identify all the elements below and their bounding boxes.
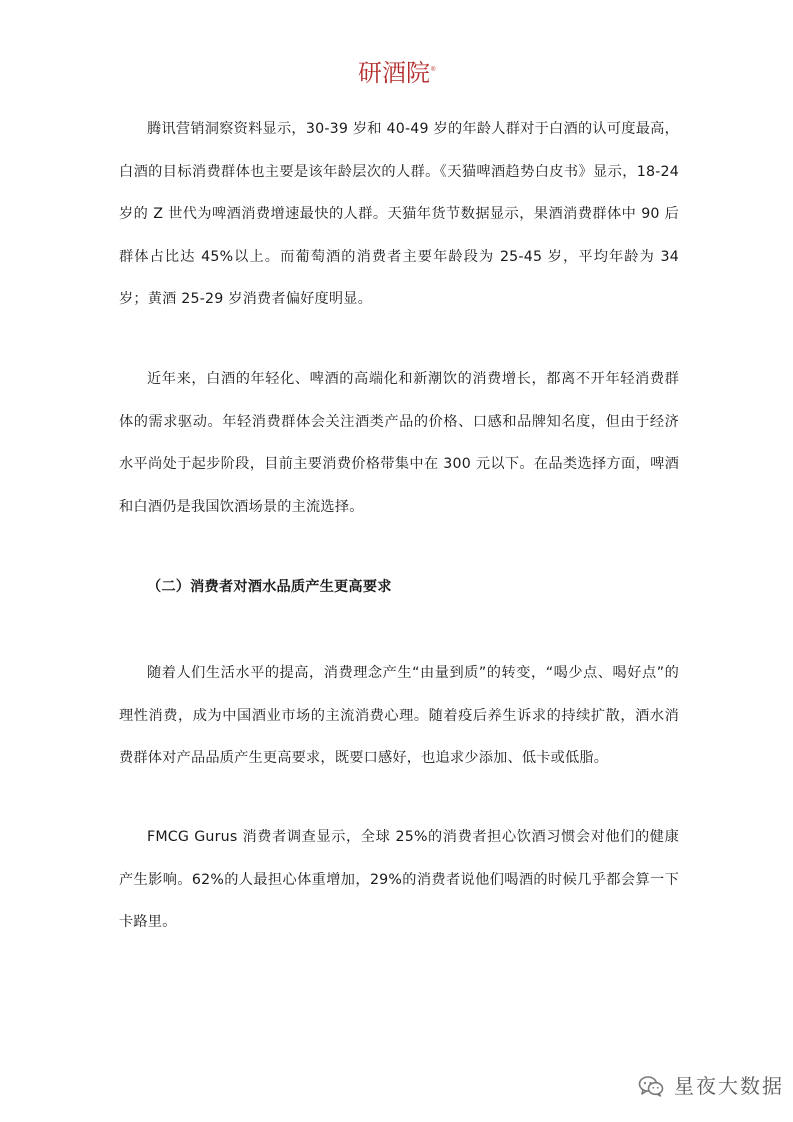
paragraph-fmcg-survey: FMCG Gurus 消费者调查显示，全球 25%的消费者担心饮酒习惯会对他们的健康产生影响。62%的人最担心体重增加，29%的消费者说他们喝酒的时候几乎都会算一下卡路里。 (119, 829, 679, 930)
watermark-text: 星夜大数据 (674, 1074, 784, 1098)
paragraph-quality-demand: 随着人们生活水平的提高，消费理念产生“由量到质”的转变，“喝少点、喝好点”的理性消费，成为中国酒业市场的主流消费心理。随着疫后养生诉求的持续扩散，酒水消费群体对产品品质产生更高要求，既要口感好，也追求少添加、低卡或低脂。 (119, 665, 679, 766)
logo-trademark: ® (431, 67, 436, 73)
wechat-watermark (638, 1072, 784, 1100)
logo-text: 研酒院 (358, 59, 430, 87)
wechat-icon (638, 1075, 664, 1097)
brand-logo (358, 58, 437, 88)
paragraph-age-groups: 腾讯营销洞察资料显示，30-39 岁和 40-49 岁的年龄人群对于白酒的认可度最高，白酒的目标消费群体也主要是该年龄层次的人群。《天猫啤酒趋势白皮书》显示，18-24 岁的 Z 世代为啤酒消费增速最快的人群。天猫年货节数据显示，果酒消费群体中 90 后群体占比达 45%以上。而葡萄酒的消费者主要年龄段为 25-45 岁，平均年龄为 34 岁；黄酒 25-29 岁消费者偏好度明显。 (119, 121, 679, 307)
section-heading: （二）消费者对酒水品质产生更高要求 (147, 579, 392, 595)
paragraph-young-consumers: 近年来，白酒的年轻化、啤酒的高端化和新潮饮的消费增长，都离不开年轻消费群体的需求驱动。年轻消费群体会关注酒类产品的价格、口感和品牌知名度，但由于经济水平尚处于起步阶段，目前主要消费价格带集中在 300 元以下。在品类选择方面，啤酒和白酒仍是我国饮酒场景的主流选择。 (119, 371, 679, 515)
